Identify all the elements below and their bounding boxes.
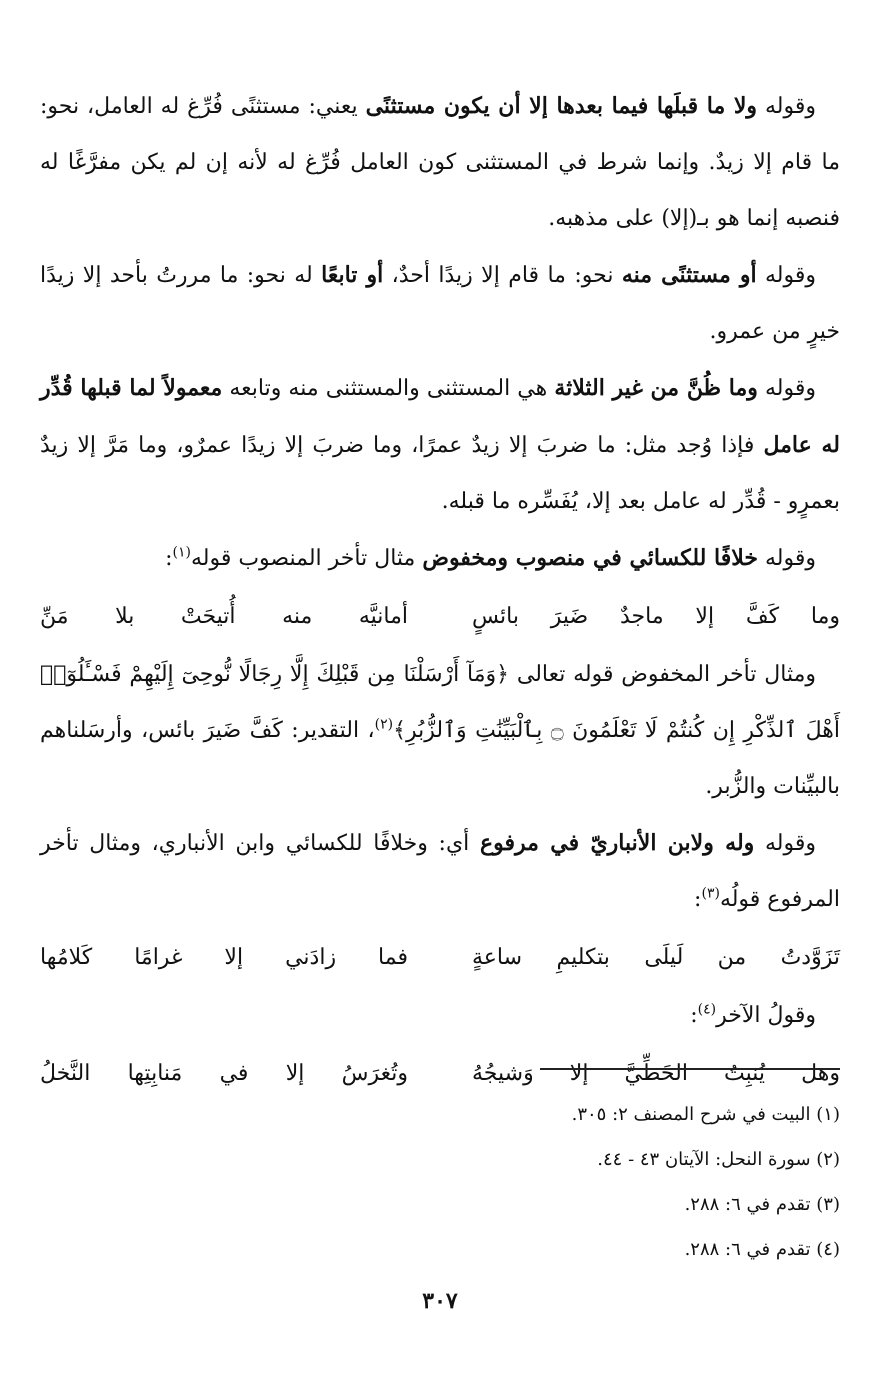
p3-bold-2: معمولاً لما قبلها قُدِّر له عامل <box>40 375 840 458</box>
p6-rest: أي: وخلافًا للكسائي وابن الأنباري، ومثال تأخر المرفوع قولُه <box>40 831 840 912</box>
footnote-2: (٢) سورة النحل: الآيتان ٤٣ - ٤٤. <box>597 1149 840 1170</box>
footnotes <box>40 1092 840 1272</box>
verse-2-second-hemistich: فما زادَني إلا غرامًا كَلامُها <box>40 945 408 970</box>
p3-bold-1: وما ظُنَّ من غير الثلاثة <box>554 375 758 401</box>
p1-rest: يعني: مستثنًى فُرِّغ له العامل، نحو: ما قام إلا زيدٌ. وإنما شرط في المستثنى كون العامل فُرِّغ له لأنه إن لم يكن مفرَّغًا له فنصبه إنما هو بـ(إلا) على مذهبه. <box>40 94 840 231</box>
p1-lead: وقوله <box>765 94 817 119</box>
footnote-3: (٣) تقدم في ٦: ٢٨٨. <box>684 1194 840 1215</box>
p4-bold: خلافًا للكسائي في منصوب ومخفوض <box>422 545 758 571</box>
footnote-ref-2[interactable]: (٢) <box>374 716 394 733</box>
paragraph-1 <box>40 78 840 247</box>
p3-mid: هي المستثنى والمستثنى منه وتابعه <box>229 376 548 401</box>
verse-2 <box>40 928 840 988</box>
page-number: ٣٠٧ <box>422 1288 458 1314</box>
footnote-4: (٤) تقدم في ٦: ٢٨٨. <box>684 1239 840 1260</box>
paragraph-4 <box>40 530 840 587</box>
verse-3-first-hemistich: وهل يُنبِتُ الخَطِّيَّ إلا وَشيجُهُ <box>472 1061 840 1086</box>
paragraph-6 <box>40 815 840 928</box>
footnote-ref-4[interactable]: (٤) <box>697 1001 717 1018</box>
verse-2-first-hemistich: تَزَوَّدتُ من لَيلَى بتكليمِ ساعةٍ <box>472 945 840 970</box>
verse-1 <box>40 587 840 647</box>
p6-bold: وله ولابن الأنباريّ في مرفوع <box>479 830 755 856</box>
p2-bold-2: أو تابعًا <box>321 262 384 288</box>
paragraph-2 <box>40 247 840 360</box>
p4-colon: : <box>165 546 173 571</box>
p2-bold-1: أو مستثنًى منه <box>621 262 757 288</box>
p1-bold: ولا ما قبلَها فيما بعدها إلا أن يكون مستثنًى <box>365 93 758 119</box>
p4-lead: وقوله <box>764 546 816 571</box>
verse-3-second-hemistich: وتُغرَسُ إلا في مَنابِتِها النَّخلُ <box>40 1061 408 1086</box>
footnote-1: (١) البيت في شرح المصنف ٢: ٣٠٥. <box>571 1104 840 1125</box>
verse-1-first-hemistich: وما كَفَّ إلا ماجدٌ ضَيرَ بائسٍ <box>472 604 840 629</box>
p7-colon: : <box>690 1003 698 1028</box>
p3-lead: وقوله <box>765 376 817 401</box>
paragraph-3 <box>40 360 840 530</box>
footnote-separator <box>540 1068 840 1070</box>
p6-lead: وقوله <box>764 831 816 856</box>
p2-rest: له نحو: ما مررتُ بأحد إلا زيدًا خيرٍ من عمرو. <box>40 263 840 344</box>
verse-1-second-hemistich: أمانيَّه منه أُتيحَتْ بلا مَنِّ <box>40 604 408 629</box>
paragraph-5 <box>40 647 840 815</box>
page-body <box>40 78 840 1358</box>
paragraph-7 <box>40 988 840 1044</box>
p5-rest: ، التقدير: كَفَّ ضَيرَ بائس، وأرسَلناهم بالبيِّنات والزُّبر. <box>40 718 840 799</box>
footnote-ref-3[interactable]: (٣) <box>701 885 720 902</box>
p7-text: وقولُ الآخر <box>716 1003 816 1028</box>
p2-mid: نحو: ما قام إلا زيدًا أحدٌ، <box>391 263 614 288</box>
p2-lead: وقوله <box>765 263 817 288</box>
p4-rest: مثال تأخر المنصوب قوله <box>190 546 416 571</box>
p3-rest: فإذا وُجد مثل: ما ضربَ إلا زيدٌ عمرًا، وما ضربَ إلا زيدًا عمرٌو، وما مَرَّ إلا زيدٌ بعمرٍو - قُدِّر له عامل بعد إلا، يُفَسِّره ما قبله. <box>40 433 840 514</box>
footnote-ref-1[interactable]: (١) <box>172 544 191 561</box>
p5-text: ومثال تأخر المخفوض قوله تعالى ﴿وَمَآ أَرْسَلْنَا مِن قَبْلِكَ إِلَّا رِجَالًا نُّوحِىٓ إِلَيْهِمْ فَسْـَٔلُوٓا۟ أَهْلَ ٱلذِّكْرِ إِن كُنتُمْ لَا تَعْلَمُونَ ۝ بِٱلْبَيِّنَٰتِ وَٱلزُّبُرِ﴾ <box>40 662 840 743</box>
p6-colon: : <box>694 887 702 912</box>
